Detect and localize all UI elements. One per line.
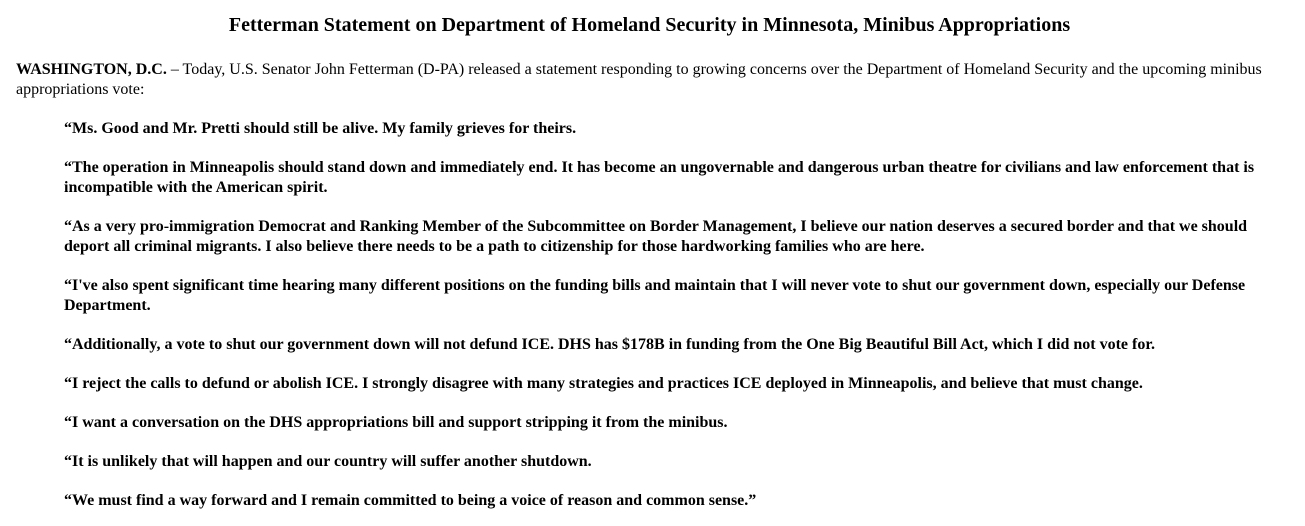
statement-paragraph: “I want a conversation on the DHS appropriations bill and support stripping it from the minibus. (64, 414, 728, 431)
intro-text: – Today, U.S. Senator John Fetterman (D-PA) released a statement responding to growing concerns over the Department of Homeland Security and the upcoming minibus appropriations vote: (16, 61, 1262, 98)
statement-paragraph: “We must find a way forward and I remain committed to being a voice of reason and common sense.” (64, 492, 757, 509)
statement-paragraph: “Additionally, a vote to shut our government down will not defund ICE. DHS has $178B in funding from the One Big Beautiful Bill Act, which I did not vote for. (64, 336, 1155, 353)
intro-paragraph (16, 60, 1283, 100)
statement-paragraph: “Ms. Good and Mr. Pretti should still be alive. My family grieves for theirs. (64, 120, 577, 137)
dateline: WASHINGTON, D.C. (16, 61, 167, 78)
statement-paragraph: “It is unlikely that will happen and our country will suffer another shutdown. (64, 453, 592, 470)
statement-paragraph: “The operation in Minneapolis should stand down and immediately end. It has become an ungovernable and dangerous urban theatre for civilians and law enforcement that is incompatible with the American spirit. (64, 159, 1255, 196)
page-title: Fetterman Statement on Department of Homeland Security in Minnesota, Minibus Appropriations (228, 14, 1071, 36)
statement-paragraph: “I reject the calls to defund or abolish ICE. I strongly disagree with many strategies and practices ICE deployed in Minneapolis, and believe that must change. (64, 375, 1143, 392)
statement-paragraph: “I've also spent significant time hearing many different positions on the funding bills and maintain that I will never vote to shut our government down, especially our Defense Department. (64, 277, 1246, 314)
statement-paragraph: “As a very pro-immigration Democrat and Ranking Member of the Subcommittee on Border Management, I believe our nation deserves a secured border and that we should deport all criminal migrants. I also believe there needs to be a path to citizenship for those hardworking families who are here. (64, 218, 1248, 255)
